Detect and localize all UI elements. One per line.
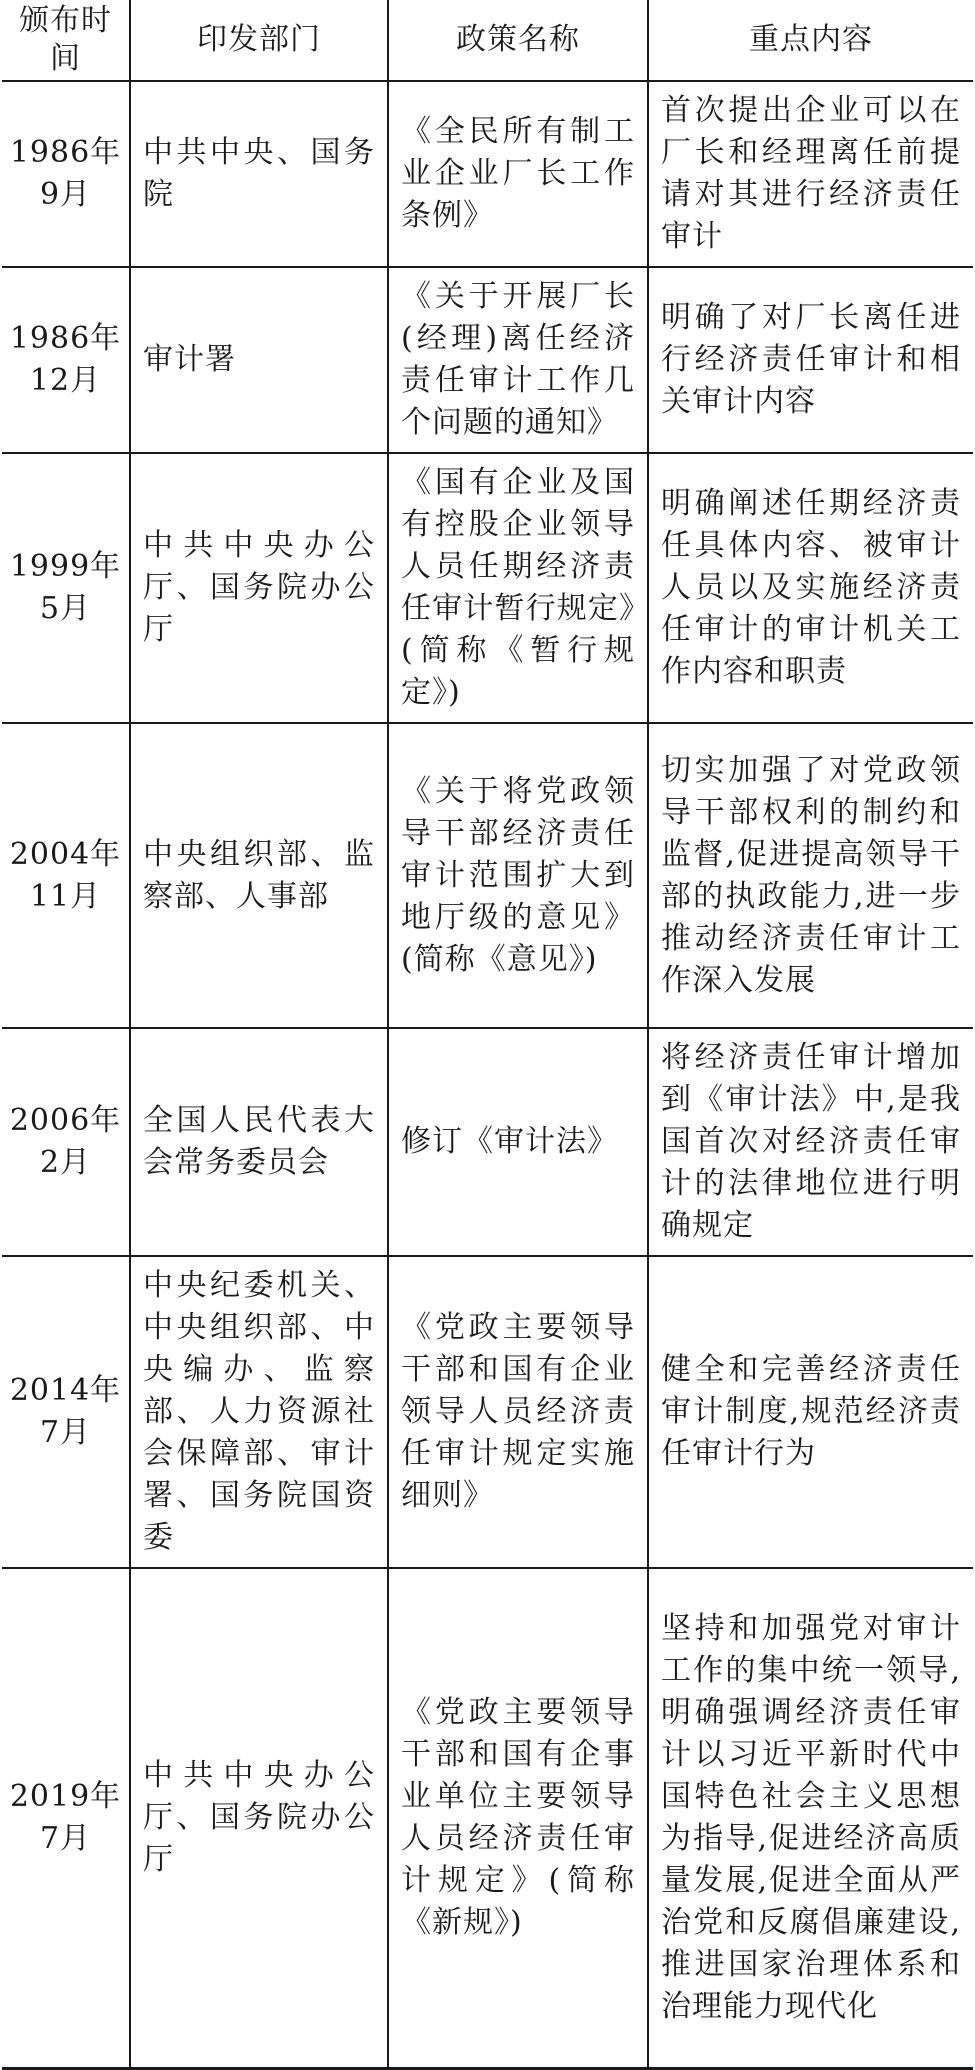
cell-policy-name: 《关于开展厂长(经理)离任经济责任审计工作几个问题的通知》 — [388, 267, 648, 453]
cell-dept: 中央纪委机关、中央组织部、中央编办、监察部、人力资源社会保障部、审计署、国务院国资委 — [130, 1256, 388, 1568]
cell-policy-name: 《全民所有制工业企业厂长工作条例》 — [388, 81, 648, 267]
cell-time: 1999年5月 — [2, 453, 130, 723]
header-name: 政策名称 — [388, 0, 648, 81]
cell-dept: 审计署 — [130, 267, 388, 453]
cell-policy-name: 《关于将党政领导干部经济责任审计范围扩大到地厅级的意见》(简称《意见》) — [388, 723, 648, 1028]
cell-time: 1986年9月 — [2, 81, 130, 267]
table-row — [2, 267, 973, 453]
cell-content: 将经济责任审计增加到《审计法》中,是我国首次对经济责任审计的法律地位进行明确规定 — [648, 1028, 973, 1256]
cell-content: 切实加强了对党政领导干部权利的制约和监督,促进提高领导干部的执政能力,进一步推动经济责任审计工作深入发展 — [648, 723, 973, 1028]
cell-content: 坚持和加强党对审计工作的集中统一领导,明确强调经济责任审计以习近平新时代中国特色社会主义思想为指导,促进经济高质量发展,促进全面从严治党和反腐倡廉建设,推进国家治理体系和治理能力现代化 — [648, 1568, 973, 2068]
cell-time: 1986年12月 — [2, 267, 130, 453]
cell-dept: 中共中央办公厅、国务院办公厅 — [130, 1568, 388, 2068]
cell-time: 2019年7月 — [2, 1568, 130, 2068]
cell-policy-name: 《国有企业及国有控股企业领导人员任期经济责任审计暂行规定》(简称《暂行规定》) — [388, 453, 648, 723]
table-row — [2, 81, 973, 267]
cell-time: 2004年11月 — [2, 723, 130, 1028]
header-time: 颁布时间 — [2, 0, 130, 81]
table-row — [2, 723, 973, 1028]
table-row — [2, 1028, 973, 1256]
cell-dept: 中央组织部、监察部、人事部 — [130, 723, 388, 1028]
cell-policy-name: 《党政主要领导干部和国有企业领导人员经济责任审计规定实施细则》 — [388, 1256, 648, 1568]
cell-content: 健全和完善经济责任审计制度,规范经济责任审计行为 — [648, 1256, 973, 1568]
header-content: 重点内容 — [648, 0, 973, 81]
table-header-row — [2, 0, 973, 81]
cell-dept: 中共中央办公厅、国务院办公厅 — [130, 453, 388, 723]
policy-table — [2, 0, 973, 2070]
cell-content: 明确了对厂长离任进行经济责任审计和相关审计内容 — [648, 267, 973, 453]
cell-policy-name: 《党政主要领导干部和国有企事业单位主要领导人员经济责任审计规定》(简称《新规》) — [388, 1568, 648, 2068]
cell-content: 明确阐述任期经济责任具体内容、被审计人员以及实施经济责任审计的审计机关工作内容和职责 — [648, 453, 973, 723]
header-dept: 印发部门 — [130, 0, 388, 81]
cell-dept: 中共中央、国务院 — [130, 81, 388, 267]
table-row — [2, 1256, 973, 1568]
cell-policy-name: 修订《审计法》 — [388, 1028, 648, 1256]
table-row — [2, 453, 973, 723]
cell-content: 首次提出企业可以在厂长和经理离任前提请对其进行经济责任审计 — [648, 81, 973, 267]
cell-time: 2006年2月 — [2, 1028, 130, 1256]
cell-dept: 全国人民代表大会常务委员会 — [130, 1028, 388, 1256]
cell-time: 2014年7月 — [2, 1256, 130, 1568]
table-row — [2, 1568, 973, 2068]
